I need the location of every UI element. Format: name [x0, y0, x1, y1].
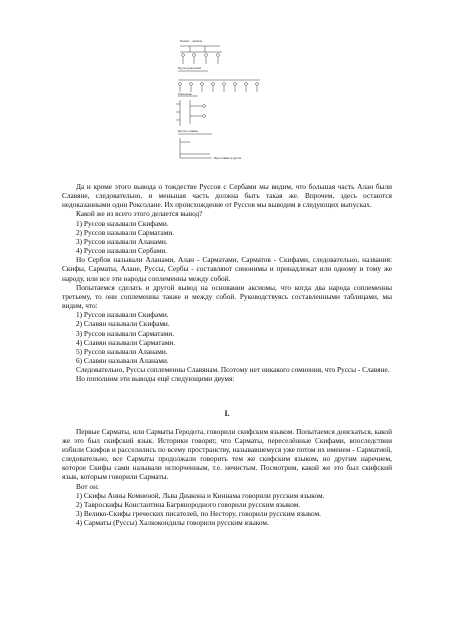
list-item: 1) Руссов называли Скифами.	[76, 310, 169, 320]
list-item: 1) Скифы Анны Комненой, Льва Диакона и Киннама говорили русским языком.	[76, 490, 325, 500]
paragraph: Попытаемся сделать и другой вывод на основании аксиомы, что когда два народа соплеменны третьему, то они соплеменны также и между собой. Руководствуясь составленными таблицами, мы видим, что:	[62, 282, 392, 311]
list-item: 5) Руссов называли Аланами.	[76, 346, 168, 356]
paragraph: Но Сербов называли Аланами, Алан - Сарматами, Сарматов - Скифами, следовательно, названия: Скифы, Сарматы, Алане, Руссы, Сербы - составляют синонимы и принадлежат или одному и тому же народу, или все эти народы соплеменны между собой.	[62, 255, 392, 283]
scheme-label-third: Роксолане	[178, 92, 192, 96]
paragraph: Да и кроме этого вывода о тождестве Руссов с Сербами мы видим, что большая часть Алан были Славяне, следовательно, и меньшая часть должна быть такая же. Впрочем, здесь остаются недоказанными одни Роксолане. Их происхождение от Руссов мы выводим в следующих выпусках.	[62, 182, 392, 210]
scheme-label-top: Калект - данахм	[180, 39, 202, 43]
scheme-label-second: Прото-роксолане	[178, 66, 202, 70]
list-item: 2) Тавроскифы Константина Багрянородного говорили русским языком.	[76, 499, 301, 509]
paragraph: Вот он:	[76, 481, 100, 491]
scheme-label-bottom: Праславяне и руссы	[214, 156, 242, 160]
scheme-lines	[150, 38, 300, 164]
section-heading: I.	[224, 409, 230, 419]
body-text	[62, 182, 392, 527]
list-item: 6) Славян называли Аланами.	[76, 355, 169, 365]
list-item: 4) Руссов называли Сербами.	[76, 246, 168, 256]
scheme-label-fourth: Прото-славяне	[178, 129, 198, 133]
list-item: 2) Славян называли Скифами.	[76, 319, 170, 329]
list-item: 4) Сарматы (Руссы) Халкокондилы говорили русским языком.	[76, 518, 269, 528]
paragraph: Следовательно, Руссы соплеменны Славянам. Поэтому нет никакого сомнения, что Руссы - Славяне.	[76, 365, 390, 375]
list-item: 3) Руссов называли Аланами.	[76, 236, 168, 246]
question: Какой же из всего этого делается вывод?	[76, 209, 203, 219]
list-item: 1) Руссов называли Скифами.	[76, 218, 169, 228]
list-item: 2) Руссов называли Сарматами.	[76, 227, 175, 237]
genealogy-scheme	[150, 38, 300, 164]
list-item: 3) Велико-Скифы греческих писателей, по Нестору, говорили русским языком.	[76, 509, 322, 518]
list-item: 4) Славян называли Сарматами.	[76, 337, 176, 347]
paragraph: Но пополним эти выводы ещё следующими двумя:	[76, 374, 235, 384]
paragraph: Первые Сарматы, или Сарматы Геродота, говорили скифским языком. Попытаемся доискаться, какой же это был скифский язык. Историки говорят, что Сарматы, переселённые Скифами, впоследствии избили Скифов и расселились по всему пространству, называвшемуся уже потом их именем - Сарматией, следовательно, все Сарматы продолжали говорить тем же скифским языком, но другим наречием, которое Скифы сами называли испорченным, т.е. нечистым. Посмотрим, какой же это был скифский язык, которым говорили Сарматы.	[62, 426, 392, 482]
list-item: 3) Руссов называли Сарматами.	[76, 328, 175, 338]
